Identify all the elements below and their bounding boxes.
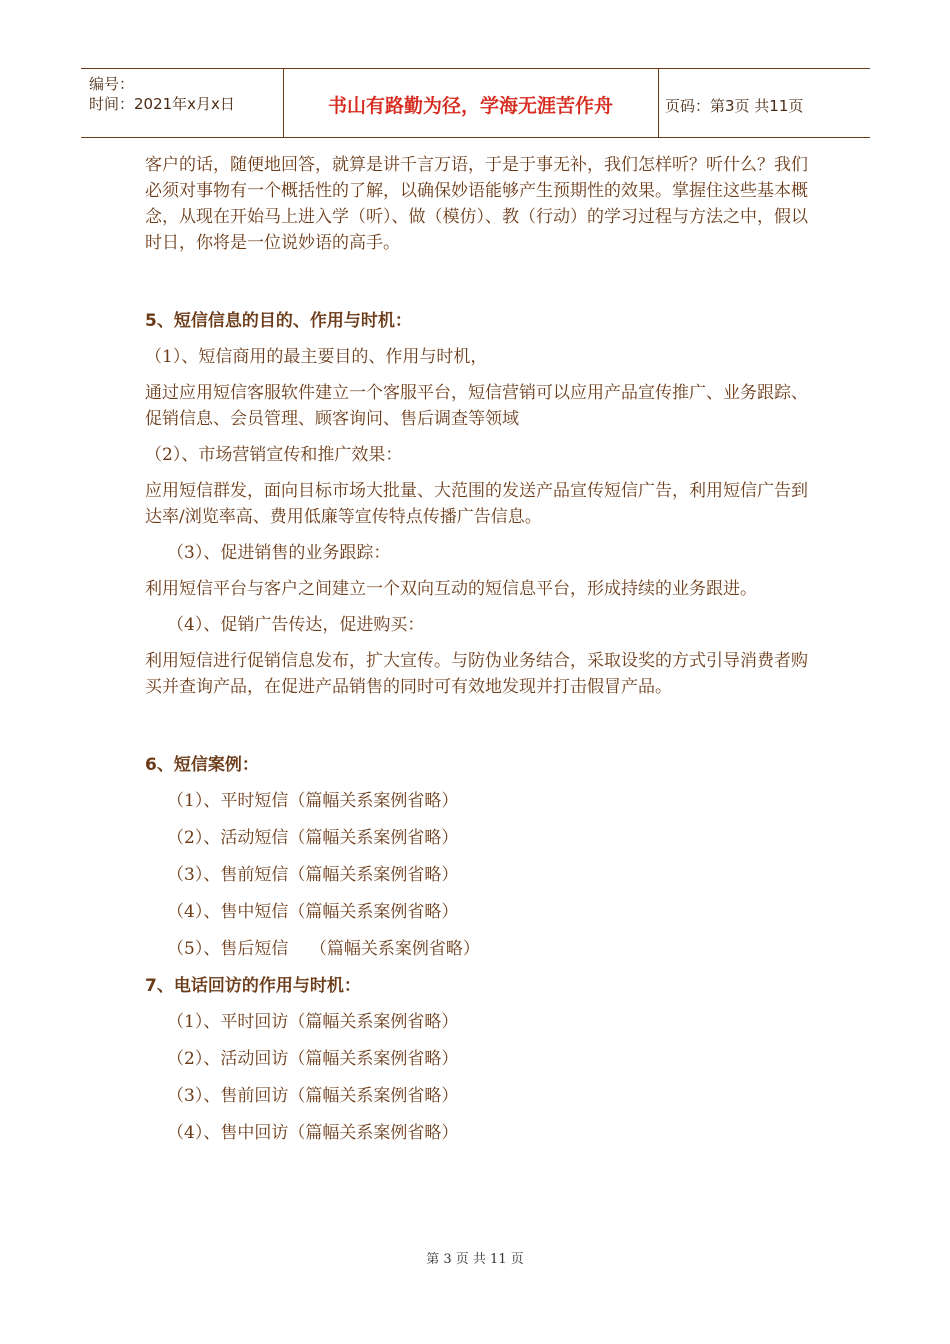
intro-paragraph: 客户的话，随便地回答，就算是讲千言万语，于是于事无补，我们怎样听？听什么？我们必须对事物有一个概括性的了解，以确保妙语能够产生预期性的效果。掌握住这些基本概念，从现在开始马上进入学（听）、做（模仿）、教（行动）的学习过程与方法之中，假以时日，你将是一位说妙语的高手。 — [145, 155, 808, 253]
section-7-heading: 7、电话回访的作用与时机： — [145, 976, 361, 996]
section-5-item-3-label: （3）、促进销售的业务跟踪： — [167, 543, 391, 563]
section-6-item: （5）、售后短信 （篇幅关系案例省略） — [167, 939, 480, 959]
document-body — [145, 152, 810, 1146]
section-6-item: （3）、售前短信（篇幅关系案例省略） — [167, 865, 459, 885]
header-meta-cell — [81, 69, 284, 137]
section-7-item: （4）、售中回访（篇幅关系案例省略） — [167, 1123, 459, 1143]
header-motto-cell — [283, 69, 659, 137]
header-motto: 书山有路勤为径，学海无涯苦作舟 — [327, 95, 613, 117]
section-5-item-2-text: 应用短信群发，面向目标市场大批量、大范围的发送产品宣传短信广告，利用短信广告到达率/浏览率高、费用低廉等宣传特点传播广告信息。 — [145, 481, 808, 527]
page-header — [81, 68, 870, 138]
document-time-label: 时间：2021年x月x日 — [89, 95, 235, 113]
section-6-heading: 6、短信案例： — [145, 755, 259, 775]
section-6-item: （4）、售中短信（篇幅关系案例省略） — [167, 902, 459, 922]
section-7-item: （1）、平时回访（篇幅关系案例省略） — [167, 1012, 459, 1032]
section-6-item: （1）、平时短信（篇幅关系案例省略） — [167, 791, 459, 811]
section-7-item: （2）、活动回访（篇幅关系案例省略） — [167, 1049, 459, 1069]
section-5-item-1-label: （1）、短信商用的最主要目的、作用与时机， — [145, 347, 488, 367]
section-5-heading: 5、短信信息的目的、作用与时机： — [145, 311, 412, 331]
section-5-item-1-text: 通过应用短信客服软件建立一个客服平台，短信营销可以应用产品宣传推广、业务跟踪、促销信息、会员管理、顾客询问、售后调查等领域 — [145, 383, 808, 429]
document-number-label: 编号： — [89, 75, 135, 93]
header-page-number: 页码：第3页 共11页 — [665, 97, 804, 115]
page-footer: 第 3 页 共 11 页 — [426, 1252, 524, 1267]
section-5-item-2-label: （2）、市场营销宣传和推广效果： — [145, 445, 403, 465]
section-5-item-4-text: 利用短信进行促销信息发布，扩大宣传。与防伪业务结合，采取设奖的方式引导消费者购买并查询产品，在促进产品销售的同时可有效地发现并打击假冒产品。 — [145, 651, 808, 697]
section-7-item: （3）、售前回访（篇幅关系案例省略） — [167, 1086, 459, 1106]
section-5-item-3-text: 利用短信平台与客户之间建立一个双向互动的短信息平台，形成持续的业务跟进。 — [145, 579, 757, 599]
section-5-item-4-label: （4）、促销广告传达，促进购买： — [167, 615, 425, 635]
section-6-item: （2）、活动短信（篇幅关系案例省略） — [167, 828, 459, 848]
header-page-cell — [659, 69, 870, 137]
